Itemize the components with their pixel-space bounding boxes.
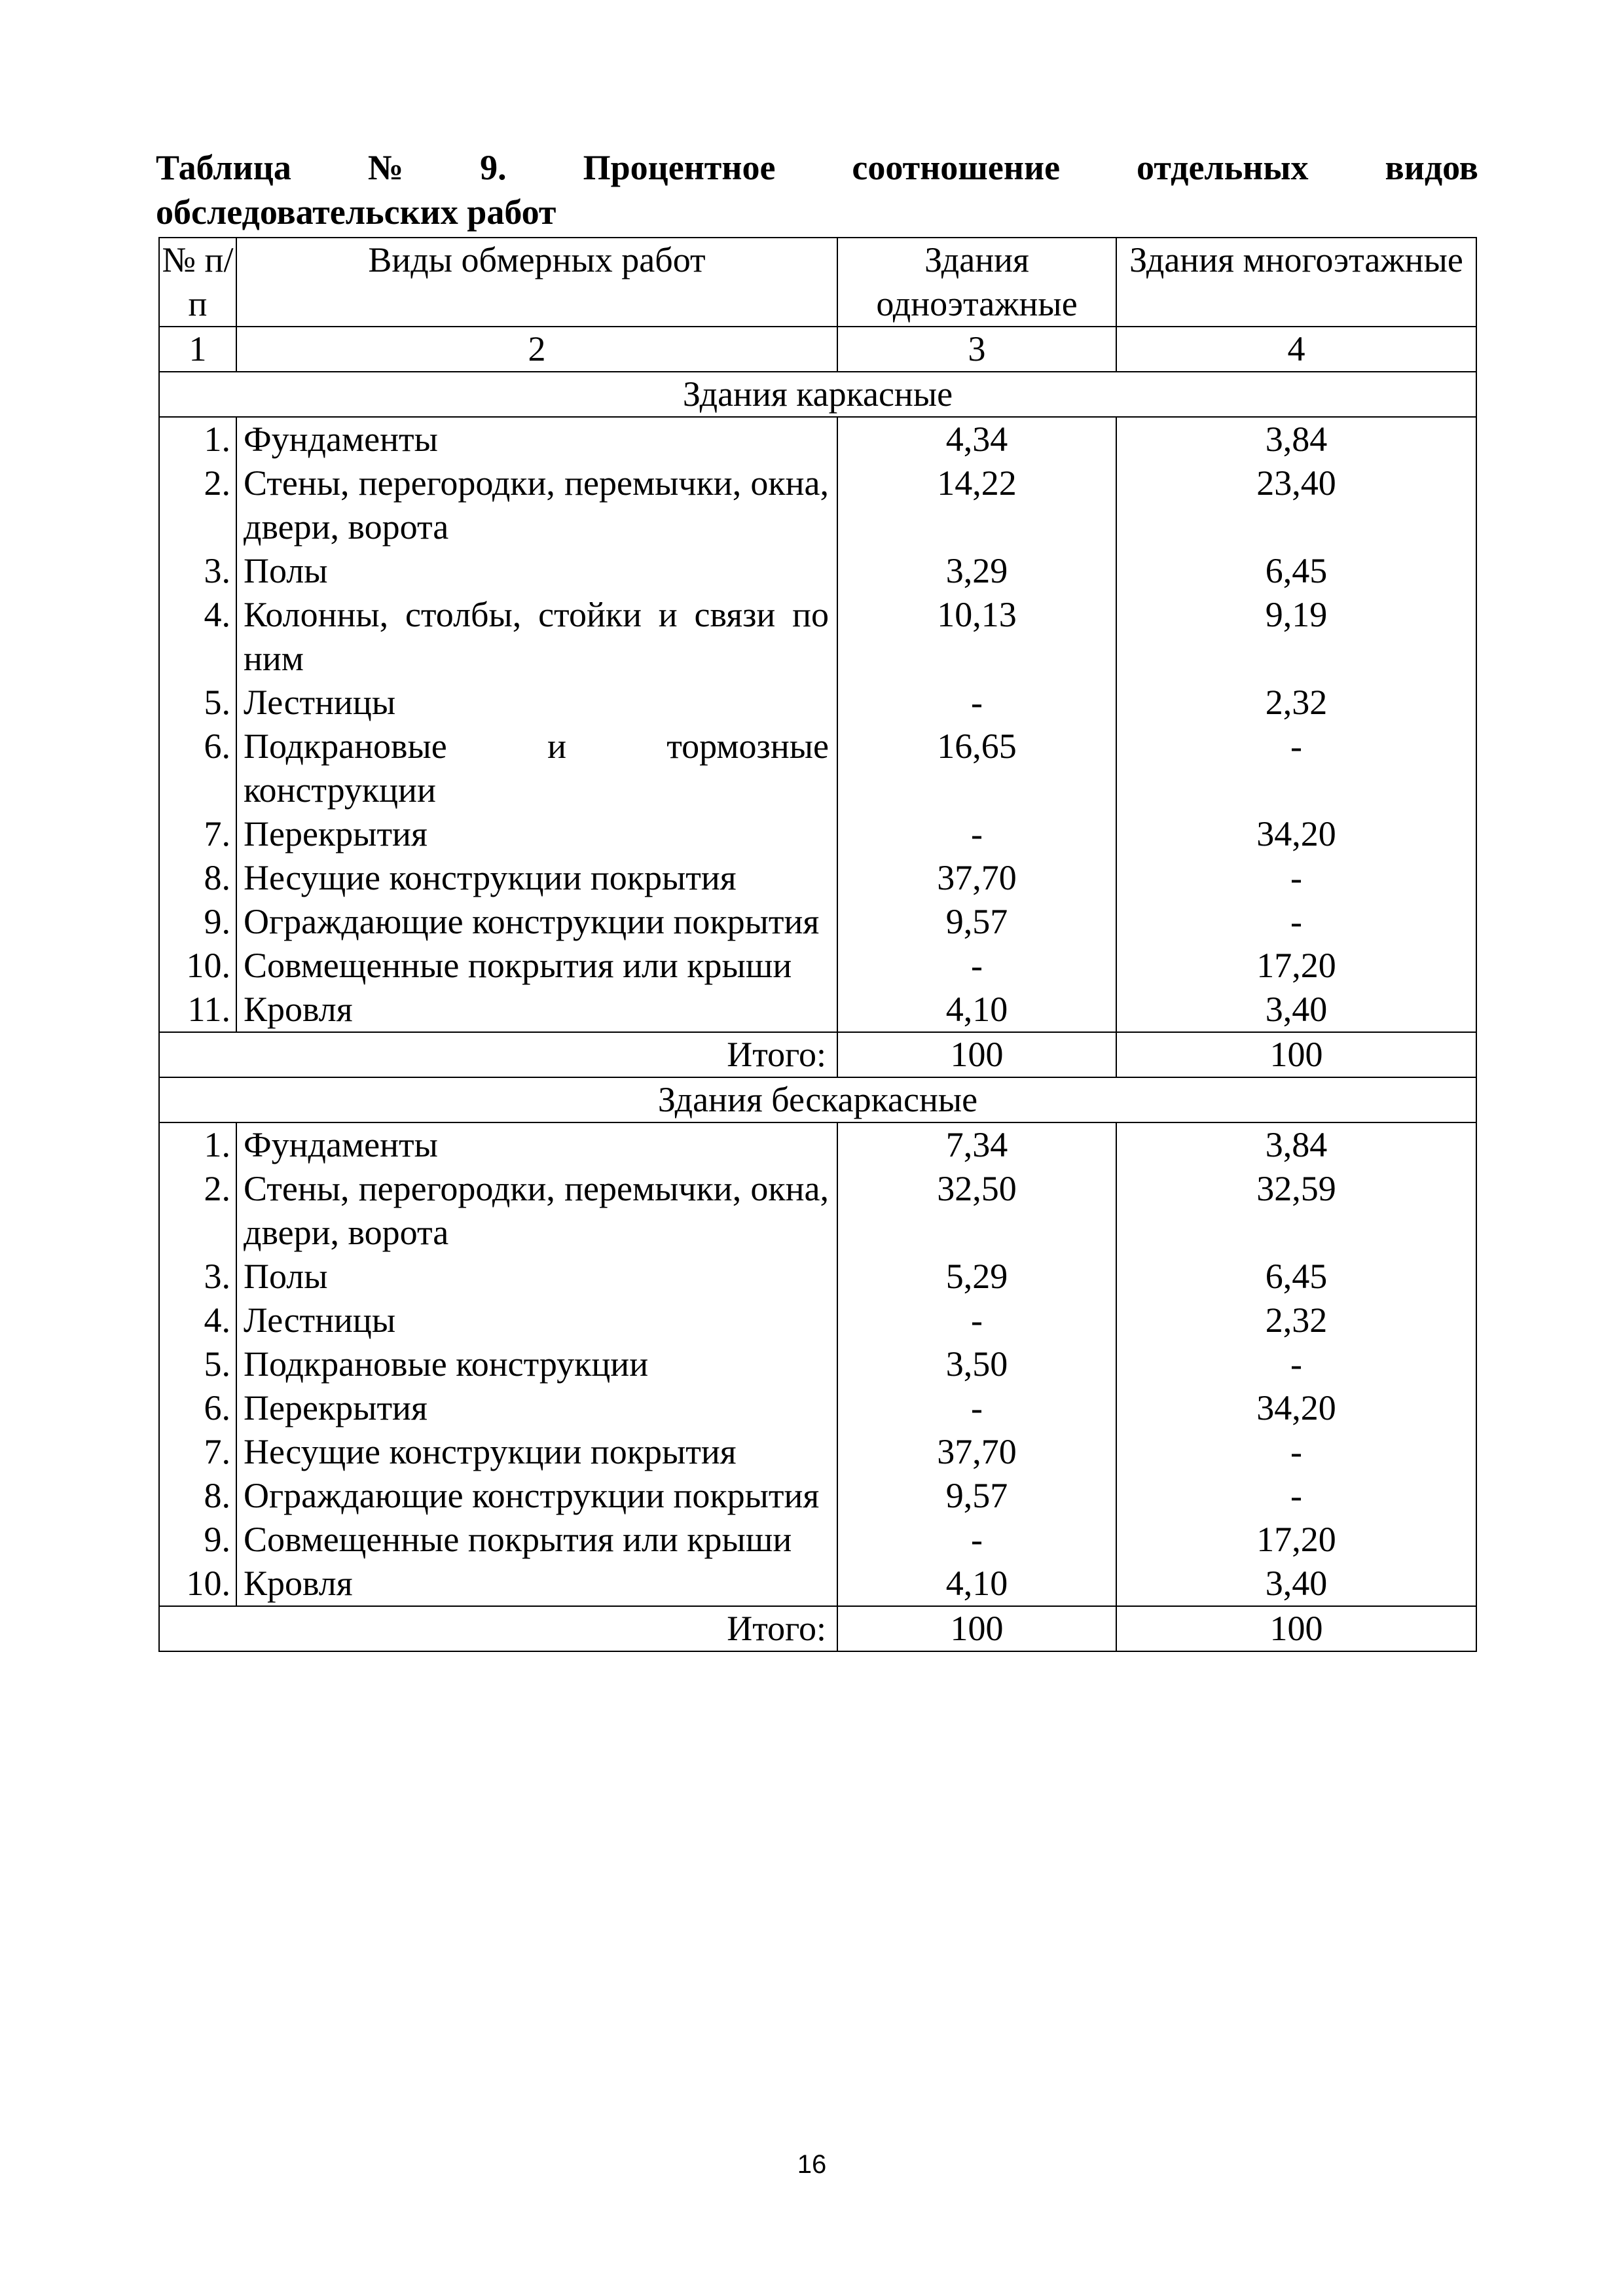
header-work-types: Виды обмерных работ bbox=[236, 238, 837, 327]
table-row bbox=[159, 1562, 1476, 1606]
value-single-storey: - bbox=[837, 812, 1116, 856]
total-single-storey: 100 bbox=[837, 1606, 1116, 1651]
value-single-storey: 9,57 bbox=[837, 900, 1116, 944]
column-number: 2 bbox=[236, 327, 837, 372]
table-row bbox=[159, 1430, 1476, 1474]
value-multi-storey: - bbox=[1116, 1430, 1476, 1474]
work-type: Стены, перегородки, перемычки, окна, двери, ворота bbox=[236, 1167, 837, 1255]
work-type: Подкрановые и тормозные конструкции bbox=[236, 725, 837, 812]
table-row bbox=[159, 1299, 1476, 1342]
table-row bbox=[159, 417, 1476, 461]
work-type: Совмещенные покрытия или крыши bbox=[236, 944, 837, 988]
table-row bbox=[159, 461, 1476, 549]
section-title: Здания бескаркасные bbox=[159, 1077, 1476, 1122]
value-single-storey: 10,13 bbox=[837, 593, 1116, 681]
caption-word: соотношение bbox=[852, 148, 1061, 187]
column-numbers-row bbox=[159, 327, 1476, 372]
work-type: Несущие конструкции покрытия bbox=[236, 856, 837, 900]
value-single-storey: 3,50 bbox=[837, 1342, 1116, 1386]
value-multi-storey: 9,19 bbox=[1116, 593, 1476, 681]
total-row bbox=[159, 1032, 1476, 1077]
caption-word: 9. bbox=[480, 148, 507, 187]
work-percentage-table bbox=[158, 237, 1477, 1652]
row-number: 7. bbox=[159, 1430, 236, 1474]
table-row bbox=[159, 812, 1476, 856]
caption-word: Процентное bbox=[583, 148, 776, 187]
value-multi-storey: 32,59 bbox=[1116, 1167, 1476, 1255]
row-number: 5. bbox=[159, 1342, 236, 1386]
column-number: 4 bbox=[1116, 327, 1476, 372]
row-number: 7. bbox=[159, 812, 236, 856]
value-multi-storey: 3,84 bbox=[1116, 1122, 1476, 1167]
section-header-row bbox=[159, 1077, 1476, 1122]
row-number: 6. bbox=[159, 725, 236, 812]
value-single-storey: 3,29 bbox=[837, 549, 1116, 593]
value-multi-storey: 3,40 bbox=[1116, 1562, 1476, 1606]
table-row bbox=[159, 1122, 1476, 1167]
row-number: 11. bbox=[159, 988, 236, 1032]
row-number: 1. bbox=[159, 1122, 236, 1167]
work-type: Фундаменты bbox=[236, 1122, 837, 1167]
caption-line-1 bbox=[156, 145, 1478, 190]
row-number: 4. bbox=[159, 1299, 236, 1342]
caption-word: Таблица bbox=[156, 148, 291, 187]
table-row bbox=[159, 549, 1476, 593]
caption-word: № bbox=[367, 148, 404, 187]
value-single-storey: - bbox=[837, 944, 1116, 988]
table-row bbox=[159, 1255, 1476, 1299]
value-single-storey: 37,70 bbox=[837, 856, 1116, 900]
value-multi-storey: 17,20 bbox=[1116, 1518, 1476, 1562]
work-type: Полы bbox=[236, 1255, 837, 1299]
table-row bbox=[159, 1474, 1476, 1518]
work-type: Лестницы bbox=[236, 1299, 837, 1342]
value-single-storey: 4,34 bbox=[837, 417, 1116, 461]
table-row bbox=[159, 988, 1476, 1032]
section-title: Здания каркасные bbox=[159, 372, 1476, 417]
header-number: № п/п bbox=[159, 238, 236, 327]
work-type: Кровля bbox=[236, 1562, 837, 1606]
work-type: Ограждающие конструкции покрытия bbox=[236, 900, 837, 944]
value-multi-storey: - bbox=[1116, 1474, 1476, 1518]
table-header-row bbox=[159, 238, 1476, 327]
total-label: Итого: bbox=[159, 1606, 837, 1651]
table-row bbox=[159, 900, 1476, 944]
work-type: Фундаменты bbox=[236, 417, 837, 461]
value-single-storey: 4,10 bbox=[837, 1562, 1116, 1606]
value-single-storey: 7,34 bbox=[837, 1122, 1116, 1167]
table-row bbox=[159, 944, 1476, 988]
table-row bbox=[159, 681, 1476, 725]
row-number: 9. bbox=[159, 1518, 236, 1562]
table-row bbox=[159, 856, 1476, 900]
work-type: Полы bbox=[236, 549, 837, 593]
row-number: 8. bbox=[159, 856, 236, 900]
total-single-storey: 100 bbox=[837, 1032, 1116, 1077]
header-single-storey: Здания одноэтажные bbox=[837, 238, 1116, 327]
total-row bbox=[159, 1606, 1476, 1651]
column-number: 1 bbox=[159, 327, 236, 372]
header-multi-storey: Здания многоэтажные bbox=[1116, 238, 1476, 327]
row-number: 10. bbox=[159, 1562, 236, 1606]
work-type: Совмещенные покрытия или крыши bbox=[236, 1518, 837, 1562]
section-header-row bbox=[159, 372, 1476, 417]
table-row bbox=[159, 593, 1476, 681]
table-row bbox=[159, 1167, 1476, 1255]
value-single-storey: 37,70 bbox=[837, 1430, 1116, 1474]
row-number: 3. bbox=[159, 1255, 236, 1299]
row-number: 3. bbox=[159, 549, 236, 593]
value-single-storey: 32,50 bbox=[837, 1167, 1116, 1255]
value-single-storey: - bbox=[837, 1386, 1116, 1430]
value-single-storey: 14,22 bbox=[837, 461, 1116, 549]
value-multi-storey: 3,84 bbox=[1116, 417, 1476, 461]
table-row bbox=[159, 725, 1476, 812]
work-type: Колонны, столбы, стойки и связи по ним bbox=[236, 593, 837, 681]
work-type: Кровля bbox=[236, 988, 837, 1032]
work-type: Перекрытия bbox=[236, 1386, 837, 1430]
work-type: Ограждающие конструкции покрытия bbox=[236, 1474, 837, 1518]
work-type: Лестницы bbox=[236, 681, 837, 725]
work-type: Несущие конструкции покрытия bbox=[236, 1430, 837, 1474]
row-number: 4. bbox=[159, 593, 236, 681]
caption-line-2: обследовательских работ bbox=[156, 192, 556, 232]
total-multi-storey: 100 bbox=[1116, 1032, 1476, 1077]
value-multi-storey: 2,32 bbox=[1116, 681, 1476, 725]
table-row bbox=[159, 1342, 1476, 1386]
table-row bbox=[159, 1386, 1476, 1430]
row-number: 8. bbox=[159, 1474, 236, 1518]
value-single-storey: 9,57 bbox=[837, 1474, 1116, 1518]
value-multi-storey: 17,20 bbox=[1116, 944, 1476, 988]
row-number: 9. bbox=[159, 900, 236, 944]
value-multi-storey: - bbox=[1116, 900, 1476, 944]
value-single-storey: - bbox=[837, 681, 1116, 725]
value-single-storey: 4,10 bbox=[837, 988, 1116, 1032]
row-number: 10. bbox=[159, 944, 236, 988]
column-number: 3 bbox=[837, 327, 1116, 372]
total-label: Итого: bbox=[159, 1032, 837, 1077]
value-single-storey: - bbox=[837, 1299, 1116, 1342]
value-multi-storey: 34,20 bbox=[1116, 1386, 1476, 1430]
row-number: 6. bbox=[159, 1386, 236, 1430]
value-multi-storey: - bbox=[1116, 725, 1476, 812]
value-multi-storey: 3,40 bbox=[1116, 988, 1476, 1032]
row-number: 5. bbox=[159, 681, 236, 725]
value-single-storey: - bbox=[837, 1518, 1116, 1562]
value-multi-storey: - bbox=[1116, 1342, 1476, 1386]
caption-word: видов bbox=[1385, 148, 1478, 187]
value-multi-storey: 23,40 bbox=[1116, 461, 1476, 549]
work-type: Стены, перегородки, перемычки, окна, двери, ворота bbox=[236, 461, 837, 549]
page-number: 16 bbox=[797, 2150, 827, 2179]
row-number: 1. bbox=[159, 417, 236, 461]
table-row bbox=[159, 1518, 1476, 1562]
value-multi-storey: 2,32 bbox=[1116, 1299, 1476, 1342]
table-caption bbox=[156, 145, 1478, 234]
work-type: Подкрановые конструкции bbox=[236, 1342, 837, 1386]
total-multi-storey: 100 bbox=[1116, 1606, 1476, 1651]
caption-word: отдельных bbox=[1137, 148, 1309, 187]
value-multi-storey: - bbox=[1116, 856, 1476, 900]
row-number: 2. bbox=[159, 1167, 236, 1255]
value-single-storey: 5,29 bbox=[837, 1255, 1116, 1299]
value-multi-storey: 34,20 bbox=[1116, 812, 1476, 856]
work-type: Перекрытия bbox=[236, 812, 837, 856]
row-number: 2. bbox=[159, 461, 236, 549]
value-multi-storey: 6,45 bbox=[1116, 549, 1476, 593]
value-multi-storey: 6,45 bbox=[1116, 1255, 1476, 1299]
value-single-storey: 16,65 bbox=[837, 725, 1116, 812]
